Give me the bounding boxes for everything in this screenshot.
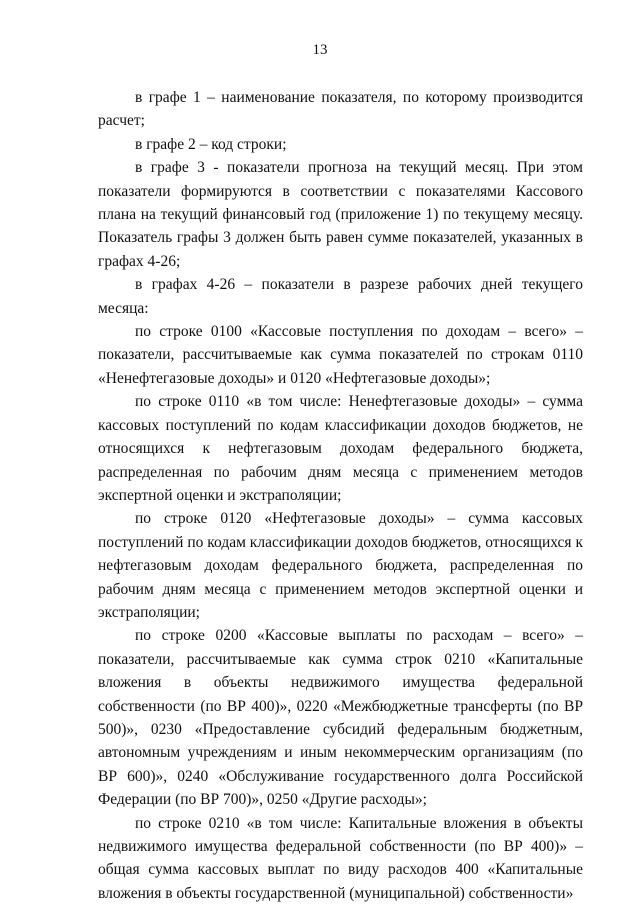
paragraph-row-0110: по строке 0110 «в том числе: Ненефтегазовые доходы» – сумма кассовых поступлений по кодам классификации доходов бюджетов, не относящихся к нефтегазовым доходам федерального бюджета, распределенная по рабочим дням месяца с применением методов экспертной оценки и экстраполяции; (98, 393, 583, 504)
paragraph-row-0200: по строке 0200 «Кассовые выплаты по расходам – всего» – показатели, рассчитываемые как сумма строк 0210 «Капитальные вложения в объекты недвижимого имущества федеральной собственности (по ВР 400)», 0220 «Межбюджетные трансферты (по ВР 500)», 0230 «Предоставление субсидий федеральным бюджетным, автономным учреждениям и иным некоммерческим организациям (по ВР 600)», 0240 «Обслуживание государственного долга Российской Федерации (по ВР 700)», 0250 «Другие расходы»; (98, 627, 583, 809)
paragraph-row-0210: по строке 0210 «в том числе: Капитальные вложения в объекты недвижимого имущества федеральной собственности (по ВР 400)» – общая сумма кассовых выплат по виду расходов 400 «Капитальные вложения в объекты государственной (муниципальной) собственности» (98, 814, 583, 902)
paragraph-column-2: в графе 2 – код строки; (135, 135, 287, 153)
paragraph-column-3: в графе 3 - показатели прогноза на текущий месяц. При этом показатели формируются в соответствии с показателями Кассового плана на текущий финансовый год (приложение 1) по текущему месяцу. Показатель графы 3 должен быть равен сумме показателей, указанных в графах 4-26; (98, 159, 583, 270)
paragraph-columns-4-26: в графах 4-26 – показатели в разрезе рабочих дней текущего месяца: (98, 276, 583, 317)
paragraph-row-0120: по строке 0120 «Нефтегазовые доходы» – сумма кассовых поступлений по кодам классификации доходов бюджетов, относящихся к нефтегазовым доходам федерального бюджета, распределенная по рабочим дням месяца с применением методов экспертной оценки и экстраполяции; (98, 510, 583, 621)
paragraph-row-0100: по строке 0100 «Кассовые поступления по доходам – всего» – показатели, рассчитываемые как сумма показателей по строкам 0110 «Ненефтегазовые доходы» и 0120 «Нефтегазовые доходы»; (98, 323, 583, 387)
paragraph-column-1: в графе 1 – наименование показателя, по которому производится расчет; (98, 89, 583, 130)
page-number: 13 (312, 42, 328, 58)
document-body (98, 86, 583, 905)
